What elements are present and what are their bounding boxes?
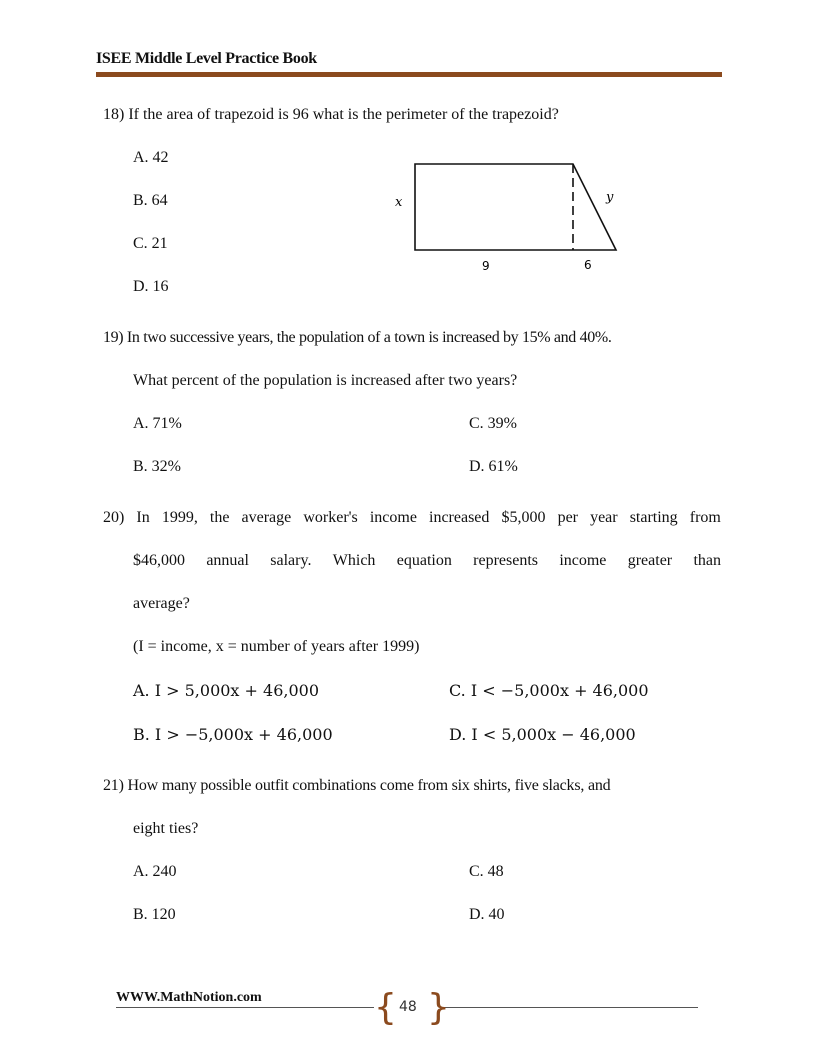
word: from [689,509,721,526]
word: Which [332,552,376,569]
right-brace-icon: } [427,987,450,1028]
trapezoid-figure [385,150,635,280]
word: worker's [303,509,358,526]
word: the [209,509,230,526]
question-20-stem-line-3: average? [133,595,190,612]
word: represents [473,552,538,569]
word: greater [627,552,673,569]
q18-choice-a: A. 42 [133,149,169,166]
q20-choice-c: C. I < −5,000x + 46,000 [449,681,649,700]
q18-choice-d: D. 16 [133,278,169,295]
q21-choice-d: D. 40 [469,906,505,923]
word: 1999, [161,509,198,526]
question-20-stem-line-1 [103,509,721,527]
footer-rule-left [116,1007,374,1008]
word: per [557,509,578,526]
trapezoid-shape [415,164,616,250]
q19-choice-a: A. 71% [133,415,182,432]
question-21-stem-line-1: 21) How many possible outfit combinations come from six shirts, five slacks, and [103,777,611,794]
word: starting [629,509,678,526]
word: salary. [270,552,312,569]
q21-choice-a: A. 240 [133,863,177,880]
word: average [241,509,292,526]
q19-choice-b: B. 32% [133,458,181,475]
book-title: ISEE Middle Level Practice Book [96,50,317,67]
word: increased [429,509,490,526]
label-y: y [606,190,614,205]
word: equation [396,552,452,569]
word: than [693,552,721,569]
footer-website: WWW.MathNotion.com [116,990,262,1005]
word: $46,000 [133,552,185,569]
q18-choice-c: C. 21 [133,235,168,252]
word: In [136,509,150,526]
question-18-stem: 18) If the area of trapezoid is 96 what is the perimeter of the trapezoid? [103,106,559,123]
left-brace-icon: { [374,987,397,1028]
question-21-stem-line-2: eight ties? [133,820,199,837]
q20-choice-b: B. I > −5,000x + 46,000 [133,725,333,744]
q21-choice-c: C. 48 [469,863,504,880]
label-x: x [395,195,403,210]
label-9: 9 [482,259,490,273]
question-19-stem-line-1: 19) In two successive years, the population of a town is increased by 15% and 40%. [103,329,612,346]
question-20-stem-line-2 [133,552,721,570]
q21-choice-b: B. 120 [133,906,176,923]
word: $5,000 [501,509,546,526]
q20-choice-a: A. I > 5,000x + 46,000 [133,681,320,700]
word: 20) [103,509,125,526]
q20-choice-d: D. I < 5,000x − 46,000 [449,725,636,744]
question-19-stem-line-2: What percent of the population is increased after two years? [133,372,518,389]
question-20-note: (I = income, x = number of years after 1999) [133,638,420,655]
footer-rule-right [440,1007,698,1008]
q19-choice-d: D. 61% [469,458,518,475]
page-number: 48 [399,999,417,1015]
label-6: 6 [584,258,592,272]
word: income [369,509,417,526]
q19-choice-c: C. 39% [469,415,517,432]
header-rule [96,72,722,77]
word: income [559,552,607,569]
q18-choice-b: B. 64 [133,192,168,209]
word: annual [206,552,249,569]
word: year [590,509,618,526]
